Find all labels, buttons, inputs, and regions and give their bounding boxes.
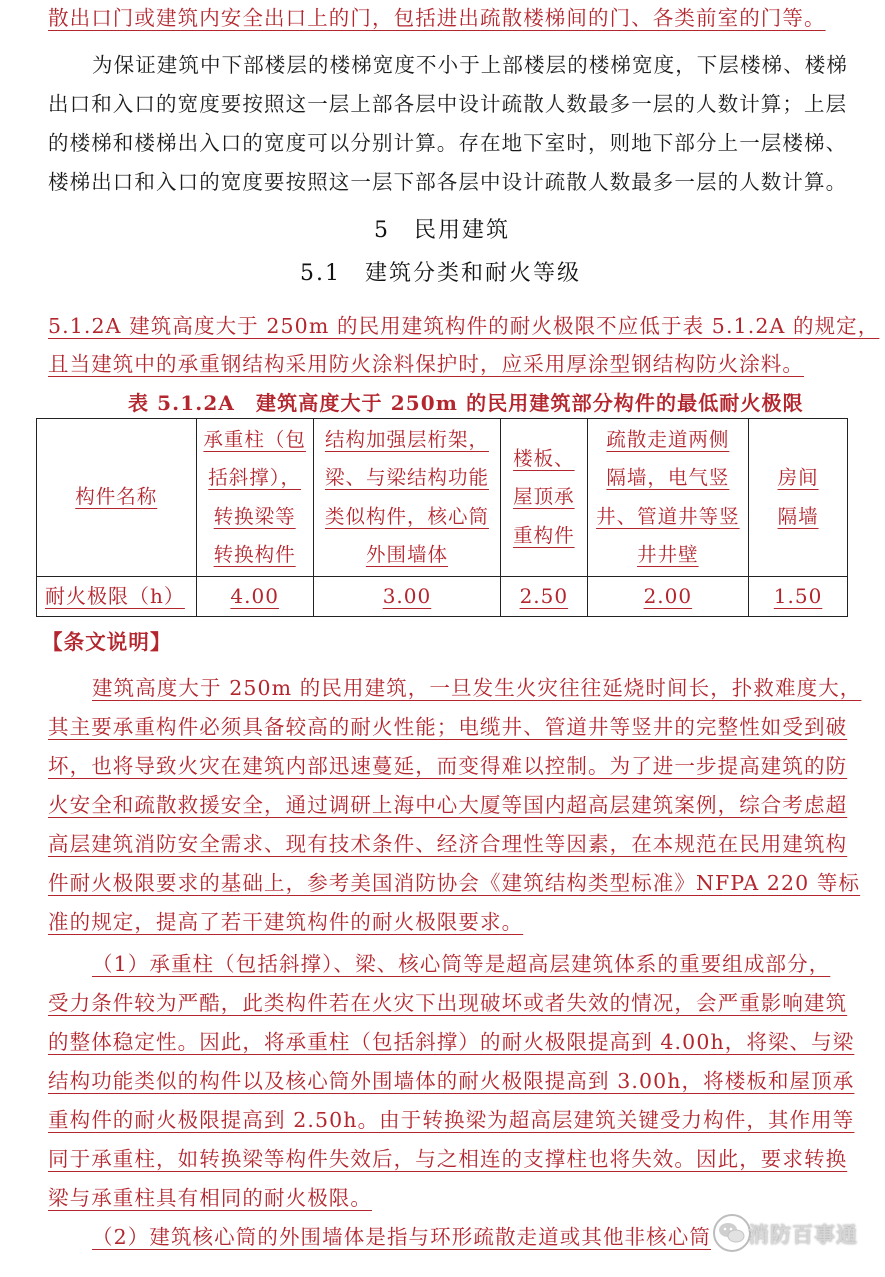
value-cell: 3.00	[313, 577, 500, 617]
fire-resistance-table	[36, 418, 848, 617]
explanation-line: 其主要承重构件必须具备较高的耐火性能；电缆井、管道井等竖井的完整性如受到破	[48, 715, 848, 739]
explanation-line: 高层建筑消防安全需求、现有技术条件、经济合理性等因素，在本规范在民用建筑构	[48, 832, 848, 856]
paragraph-line: 出口和入口的宽度要按照这一层上部各层中设计疏散人数最多一层的人数计算；上层	[48, 92, 848, 116]
table-row	[37, 577, 848, 617]
section-heading: 5.1 建筑分类和耐火等级	[300, 261, 581, 286]
explanation-line: 受力条件较为严酷，此类构件若在火灾下出现破坏或者失效的情况，会严重影响建筑	[48, 991, 848, 1015]
value-cell: 2.50	[501, 577, 587, 617]
table-header-row	[37, 419, 848, 577]
explanation-line: 结构功能类似的构件以及核心筒外围墙体的耐火极限提高到 3.00h，将楼板和屋顶承	[48, 1069, 855, 1093]
value-cell: 1.50	[749, 577, 848, 617]
clause-line: 5.1.2A 建筑高度大于 250m 的民用建筑构件的耐火极限不应低于表 5.1.2A 的规定，	[48, 314, 880, 338]
explanation-line: 件耐火极限要求的基础上，参考美国消防协会《建筑结构类型标准》NFPA 220 等标	[48, 871, 861, 895]
table-caption: 表 5.1.2A 建筑高度大于 250m 的民用建筑部分构件的最低耐火极限	[128, 391, 804, 415]
explanation-title: 【条文说明】	[42, 630, 172, 654]
row-label-cell: 耐火极限（h）	[37, 577, 197, 617]
value-cell: 2.00	[587, 577, 749, 617]
explanation-line: （1）承重柱（包括斜撑）、梁、核心筒等是超高层建筑体系的重要组成部分，	[92, 952, 831, 976]
header-cell: 楼板、 屋顶承 重构件	[501, 419, 587, 577]
explanation-line: （2）建筑核心筒的外围墙体是指与环形疏散走道或其他非核心筒	[92, 1225, 711, 1249]
watermark-text: 消防百事通	[748, 1222, 858, 1247]
explanation-line: 重构件的耐火极限提高到 2.50h。由于转换梁为超高层建筑关键受力构件，其作用等	[48, 1108, 855, 1132]
explanation-line: 梁与承重柱具有相同的耐火极限。	[48, 1186, 372, 1210]
paragraph-line: 楼梯出口和入口的宽度要按照这一层下部各层中设计疏散人数最多一层的人数计算。	[48, 170, 848, 194]
explanation-line: 同于承重柱，如转换梁等构件失效后，与之相连的支撑柱也将失效。因此，要求转换	[48, 1147, 848, 1171]
chapter-heading: 5 民用建筑	[374, 218, 510, 243]
explanation-line: 坏，也将导致火灾在建筑内部迅速蔓延，而变得难以控制。为了进一步提高建筑的防	[48, 754, 848, 778]
paragraph-line: 为保证建筑中下部楼层的楼梯宽度不小于上部楼层的楼梯宽度，下层楼梯、楼梯	[92, 53, 848, 77]
explanation-line: 建筑高度大于 250m 的民用建筑，一旦发生火灾往往延烧时间长，扑救难度大，	[92, 676, 862, 700]
header-cell: 承重柱（包 括斜撑）， 转换梁等 转换构件	[196, 419, 313, 577]
header-cell: 构件名称	[37, 419, 197, 577]
header-cell: 房间 隔墙	[749, 419, 848, 577]
value-cell: 4.00	[196, 577, 313, 617]
paragraph-line: 的楼梯和楼梯出入口的宽度可以分别计算。存在地下室时，则地下部分上一层楼梯、	[48, 131, 848, 155]
explanation-line: 火安全和疏散救援安全，通过调研上海中心大厦等国内超高层建筑案例，综合考虑超	[48, 793, 848, 817]
header-cell: 结构加强层桁架， 梁、与梁结构功能 类似构件，核心筒 外围墙体	[313, 419, 500, 577]
wechat-icon	[712, 1213, 752, 1253]
paragraph-line: 散出口门或建筑内安全出口上的门，包括进出疏散楼梯间的门、各类前室的门等。	[48, 6, 826, 30]
explanation-line: 准的规定，提高了若干建筑构件的耐火极限要求。	[48, 910, 524, 934]
clause-line: 且当建筑中的承重钢结构采用防火涂料保护时，应采用厚涂型钢结构防火涂料。	[48, 352, 804, 376]
explanation-line: 的整体稳定性。因此，将承重柱（包括斜撑）的耐火极限提高到 4.00h，将梁、与梁	[48, 1030, 855, 1054]
header-cell: 疏散走道两侧 隔墙，电气竖 井、管道井等竖 井井壁	[587, 419, 749, 577]
